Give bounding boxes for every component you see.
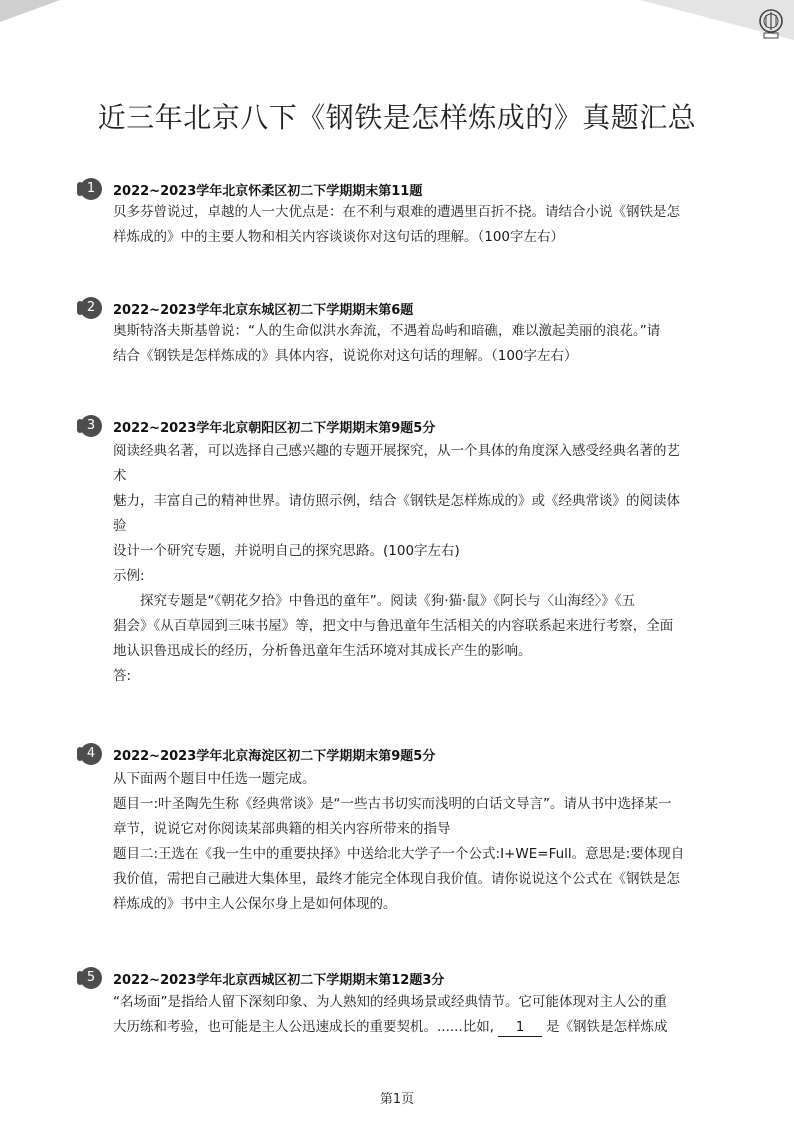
text-line: 章节，说说它对你阅读某部典籍的相关内容所带来的指导 [113,821,451,837]
question-body [113,990,713,1040]
example-line: 探究专题是“《朝花夕拾》中鲁迅的童年”。阅读《狗·猫·鼠》《阿长与〈山海经〉》《五 [140,593,636,609]
question-number-badge: 5 [80,967,102,989]
text-line: 奥斯特洛夫斯基曾说：“人的生命似洪水奔流，不遇着岛屿和暗礁，难以激起美丽的浪花。”请 [113,323,661,339]
text-line [113,1015,713,1040]
page-title: 近三年北京八下《钢铁是怎样炼成的》真题汇总 [97,101,697,134]
question-number-badge: 2 [80,297,102,319]
question-source: 2022~2023学年北京怀柔区初二下学期期末第11题 [113,184,423,199]
question-number-badge: 1 [80,178,102,200]
text-line: 样炼成的》书中主人公保尔身上是如何体现的。 [113,896,397,912]
text-line: 结合《钢铁是怎样炼成的》具体内容，说说你对这句话的理解。（100字左右） [113,348,578,364]
question-body [113,319,713,369]
text-line: 设计一个研究专题，并说明自己的探究思路。(100字左右) [113,543,460,559]
text-line: 从下面两个题目中任选一题完成。 [113,771,316,787]
text-line: 魅力，丰富自己的精神世界。请仿照示例，结合《钢铁是怎样炼成的》或《经典常谈》的阅读体 [113,493,680,509]
question-source: 2022~2023学年北京海淀区初二下学期期末第9题5分 [113,749,436,764]
text-line: 验 [113,518,127,534]
answer-label: 答: [113,668,132,684]
page-number: 第1页 [379,1092,415,1107]
question-body [113,200,713,250]
text-line: 我价值，需把自己融进大集体里，最终才能完全体现自我价值。请你说说这个公式在《钢铁是怎 [113,871,680,887]
question-source: 2022~2023学年北京东城区初二下学期期末第6题 [113,303,414,318]
question-number-badge: 4 [80,743,102,765]
text-line: 题目二:王选在《我一生中的重要抉择》中送给北大学子一个公式:I+WE=Full。意思是:要体现自 [113,846,685,862]
text-segment: 是《钢铁是怎样炼成 [546,1019,668,1035]
question-source: 2022~2023学年北京西城区初二下学期期末第12题3分 [113,973,445,988]
page-corner-decoration [0,0,794,40]
question-number-badge: 3 [80,415,102,437]
text-segment: 大历练和考验，也可能是主人公迅速成长的重要契机。......比如, [113,1019,495,1035]
text-line: 术 [113,468,127,484]
question-body [113,439,713,689]
example-line: 地认识鲁迅成长的经历，分析鲁迅童年生活环境对其成长产生的影响。 [113,643,532,659]
question-body [113,767,713,917]
text-line: “名场面”是指给人留下深刻印象、为人熟知的经典场景或经典情节。它可能体现对主人公的重 [113,994,667,1010]
text-line: 示例: [113,568,145,584]
question-source: 2022~2023学年北京朝阳区初二下学期期末第9题5分 [113,421,436,436]
text-line: 样炼成的》中的主要人物和相关内容谈谈你对这句话的理解。（100字左右） [113,229,565,245]
fill-in-blank[interactable]: 1 [498,1018,542,1037]
text-line: 题目一:叶圣陶先生称《经典常谈》是“一些古书切实而浅明的白话文导言”。请从书中选择某一 [113,796,672,812]
text-line: 阅读经典名著，可以选择自己感兴趣的专题开展探究，从一个具体的角度深入感受经典名著的艺 [113,443,680,459]
text-line: 贝多芬曾说过，卓越的人一大优点是：在不利与艰难的遭遇里百折不挠。请结合小说《钢铁是怎 [113,204,680,220]
school-logo-icon [756,8,786,40]
example-line: 猖会》《从百草园到三味书屋》等，把文中与鲁迅童年生活相关的内容联系起来进行考察，全面 [113,618,674,634]
